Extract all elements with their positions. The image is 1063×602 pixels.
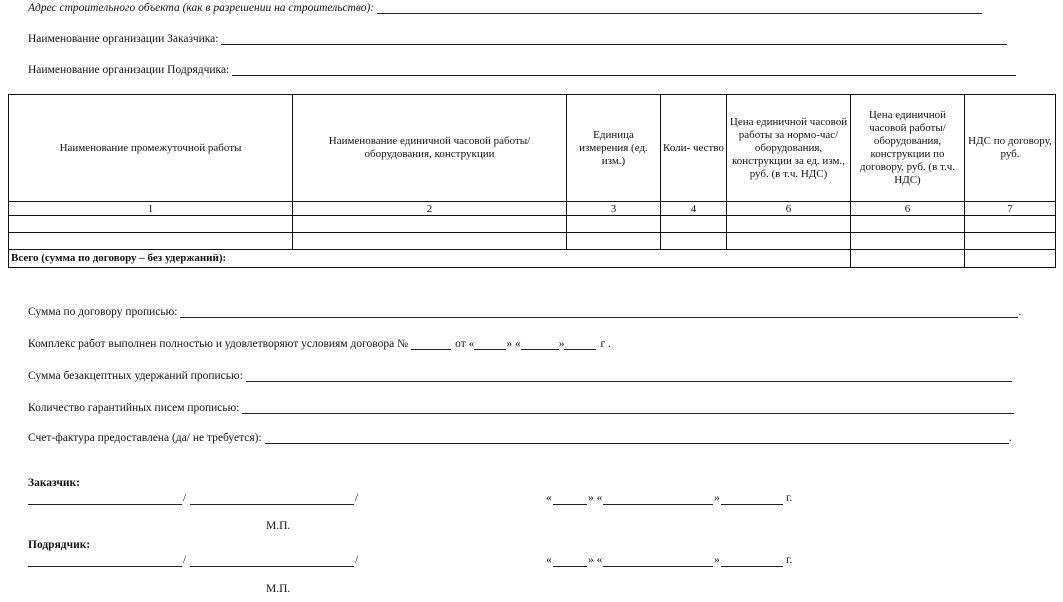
- total-row: [9, 250, 1056, 268]
- slash: /: [183, 492, 187, 504]
- slash: /: [183, 554, 187, 566]
- from-text: от «: [455, 338, 475, 350]
- customer-name-line[interactable]: [190, 494, 354, 505]
- contractor-date-year-line[interactable]: [721, 556, 783, 567]
- invoice-row: [28, 432, 1012, 444]
- deductions-row: [28, 370, 1012, 382]
- date-mid: » «: [588, 492, 603, 504]
- sum-words-label: Сумма по договору прописью:: [28, 306, 178, 318]
- table-cell[interactable]: [567, 233, 661, 250]
- customer-date-day-line[interactable]: [553, 494, 587, 505]
- table-cell[interactable]: [965, 233, 1056, 250]
- year-suffix: г .: [600, 338, 611, 350]
- column-number: 6: [727, 202, 851, 216]
- contractor-org-row: [28, 64, 1016, 76]
- customer-label: Заказчик:: [28, 477, 80, 489]
- table-row: [9, 216, 1056, 233]
- guarantee-input-line[interactable]: [242, 402, 1014, 414]
- header-contract-price: Цена единичной часовой работы/ оборудования, конструкции по договору, руб. (в т.ч. НДС): [851, 95, 965, 202]
- sum-words-input-line[interactable]: [180, 306, 1018, 318]
- customer-date-month-line[interactable]: [603, 494, 713, 505]
- guarantee-row: [28, 402, 1014, 414]
- completion-text: Комплекс работ выполнен полностью и удовлетворяют условиям договора №: [28, 338, 409, 350]
- invoice-input-line[interactable]: [265, 432, 1009, 444]
- table-cell[interactable]: [567, 216, 661, 233]
- table-cell[interactable]: [293, 216, 567, 233]
- customer-date-year-line[interactable]: [721, 494, 783, 505]
- customer-org-row: [28, 33, 1007, 45]
- table-cell[interactable]: [851, 233, 965, 250]
- invoice-label: Счет-фактура предоставлена (да/ не требуется):: [28, 432, 262, 444]
- period: .: [1008, 432, 1012, 444]
- table-cell[interactable]: [965, 216, 1056, 233]
- column-number-row: [9, 202, 1056, 216]
- year-suffix: г.: [786, 492, 793, 504]
- header-unit-work-name: Наименование единичной часовой работы/ оборудования, конструкции: [293, 95, 567, 202]
- table-row: [9, 233, 1056, 250]
- column-number: 7: [965, 202, 1056, 216]
- table-cell[interactable]: [293, 233, 567, 250]
- date-mid: » «: [588, 554, 603, 566]
- column-number: 6: [851, 202, 965, 216]
- header-vat: НДС по договору, руб.: [965, 95, 1056, 202]
- customer-signature-line[interactable]: [28, 494, 182, 505]
- completion-row: [28, 338, 611, 350]
- customer-org-label: Наименование организации Заказчика:: [28, 33, 219, 45]
- total-label: Всего (сумма по договору – без удержаний):: [9, 250, 851, 268]
- year-suffix: г.: [786, 554, 793, 566]
- period: .: [1018, 306, 1022, 318]
- table-cell[interactable]: [9, 233, 293, 250]
- address-field-row: [28, 2, 982, 14]
- contractor-date-day-line[interactable]: [553, 556, 587, 567]
- date-close: »: [558, 338, 565, 350]
- contractor-stamp-label: М.П.: [266, 583, 291, 595]
- table-cell[interactable]: [851, 216, 965, 233]
- address-label: Адрес строительного объекта (как в разрешении на строительство):: [28, 2, 375, 14]
- date-open: «: [546, 492, 552, 504]
- header-unit-price: Цена единичной часовой работы за нормо-час/ оборудования, конструкции за ед. изм., руб. (в т.ч. НДС): [727, 95, 851, 202]
- contractor-label: Подрядчик:: [28, 539, 91, 551]
- slash: /: [355, 554, 359, 566]
- date-close: »: [714, 554, 720, 566]
- table-cell[interactable]: [727, 216, 851, 233]
- table-header-row: [9, 95, 1056, 202]
- contractor-org-label: Наименование организации Подрядчика:: [28, 64, 230, 76]
- table-cell[interactable]: [661, 233, 727, 250]
- header-quantity: Коли- чество: [661, 95, 727, 202]
- contract-month-input-line[interactable]: [521, 338, 559, 350]
- contractor-signature-line[interactable]: [28, 556, 182, 567]
- slash: /: [355, 492, 359, 504]
- header-work-name: Наименование промежуточной работы: [9, 95, 293, 202]
- customer-stamp-label: М.П.: [266, 520, 291, 532]
- date-close: »: [714, 492, 720, 504]
- total-vat-cell[interactable]: [965, 250, 1056, 268]
- header-unit-of-measure: Единица измерения (ед. изм.): [567, 95, 661, 202]
- table-cell[interactable]: [9, 216, 293, 233]
- date-open: «: [546, 554, 552, 566]
- contract-day-input-line[interactable]: [474, 338, 506, 350]
- date-separator: » «: [506, 338, 521, 350]
- contractor-org-input-line[interactable]: [232, 64, 1016, 76]
- column-number: 3: [567, 202, 661, 216]
- address-input-line[interactable]: [377, 2, 982, 14]
- table-cell[interactable]: [661, 216, 727, 233]
- contractor-date-month-line[interactable]: [603, 556, 713, 567]
- column-number: 1: [9, 202, 293, 216]
- table-cell[interactable]: [727, 233, 851, 250]
- guarantee-label: Количество гарантийных писем прописью:: [28, 402, 240, 414]
- deductions-input-line[interactable]: [246, 370, 1012, 382]
- contractor-name-line[interactable]: [190, 556, 354, 567]
- contract-number-input-line[interactable]: [411, 338, 451, 350]
- works-table: [8, 94, 1056, 268]
- customer-org-input-line[interactable]: [221, 33, 1007, 45]
- deductions-label: Сумма безакцептных удержаний прописью:: [28, 370, 243, 382]
- column-number: 2: [293, 202, 567, 216]
- sum-words-row: [28, 306, 1021, 318]
- column-number: 4: [661, 202, 727, 216]
- total-contract-price-cell[interactable]: [851, 250, 965, 268]
- contract-year-input-line[interactable]: [564, 338, 596, 350]
